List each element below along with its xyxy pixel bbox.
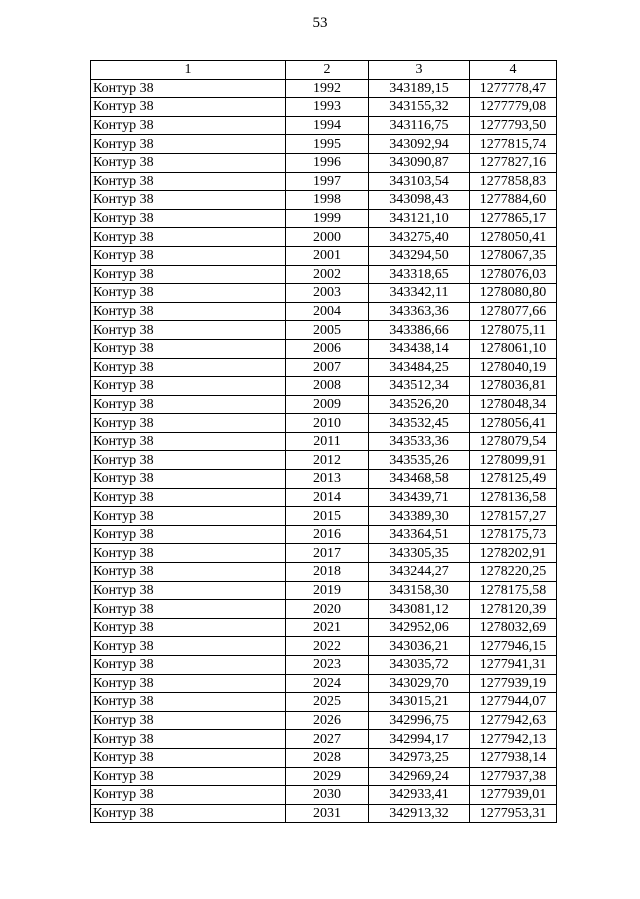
point-number-cell: 1994 [286,116,369,135]
point-number-cell: 2029 [286,767,369,786]
table-row [91,246,557,265]
contour-name-cell: Контур 38 [91,767,286,786]
x-coordinate-cell: 343090,87 [369,153,470,172]
x-coordinate-cell: 343512,34 [369,377,470,396]
contour-name-cell: Контур 38 [91,172,286,191]
table-row [91,284,557,303]
y-coordinate-cell: 1278175,58 [470,581,557,600]
table-header [91,61,557,80]
x-coordinate-cell: 343389,30 [369,507,470,526]
x-coordinate-cell: 343526,20 [369,395,470,414]
contour-name-cell: Контур 38 [91,246,286,265]
x-coordinate-cell: 343081,12 [369,600,470,619]
point-number-cell: 1996 [286,153,369,172]
x-coordinate-cell: 342952,06 [369,618,470,637]
y-coordinate-cell: 1277938,14 [470,748,557,767]
y-coordinate-cell: 1277779,08 [470,98,557,117]
y-coordinate-cell: 1278175,73 [470,525,557,544]
table-header-row [91,61,557,80]
y-coordinate-cell: 1277942,13 [470,730,557,749]
y-coordinate-cell: 1277937,38 [470,767,557,786]
x-coordinate-cell: 343103,54 [369,172,470,191]
y-coordinate-cell: 1278040,19 [470,358,557,377]
table-row [91,395,557,414]
point-number-cell: 2012 [286,451,369,470]
x-coordinate-cell: 343244,27 [369,563,470,582]
table-row [91,191,557,210]
point-number-cell: 2001 [286,246,369,265]
table-row [91,172,557,191]
contour-name-cell: Контур 38 [91,525,286,544]
table-row [91,116,557,135]
y-coordinate-cell: 1277815,74 [470,135,557,154]
point-number-cell: 2010 [286,414,369,433]
x-coordinate-cell: 343294,50 [369,246,470,265]
point-number-cell: 1999 [286,209,369,228]
y-coordinate-cell: 1277884,60 [470,191,557,210]
table-row [91,358,557,377]
x-coordinate-cell: 343532,45 [369,414,470,433]
point-number-cell: 2018 [286,563,369,582]
x-coordinate-cell: 343305,35 [369,544,470,563]
y-coordinate-cell: 1278079,54 [470,432,557,451]
x-coordinate-cell: 343363,36 [369,302,470,321]
x-coordinate-cell: 343015,21 [369,693,470,712]
table-row [91,786,557,805]
table-row [91,748,557,767]
x-coordinate-cell: 342994,17 [369,730,470,749]
table-row [91,618,557,637]
y-coordinate-cell: 1278077,66 [470,302,557,321]
contour-name-cell: Контур 38 [91,284,286,303]
point-number-cell: 1995 [286,135,369,154]
point-number-cell: 2004 [286,302,369,321]
x-coordinate-cell: 343535,26 [369,451,470,470]
x-coordinate-cell: 343158,30 [369,581,470,600]
y-coordinate-cell: 1278202,91 [470,544,557,563]
contour-name-cell: Контур 38 [91,265,286,284]
point-number-cell: 2025 [286,693,369,712]
contour-name-cell: Контур 38 [91,209,286,228]
contour-name-cell: Контур 38 [91,786,286,805]
x-coordinate-cell: 343116,75 [369,116,470,135]
contour-name-cell: Контур 38 [91,228,286,247]
table-row [91,339,557,358]
x-coordinate-cell: 343439,71 [369,488,470,507]
y-coordinate-cell: 1278050,41 [470,228,557,247]
contour-name-cell: Контур 38 [91,153,286,172]
point-number-cell: 2017 [286,544,369,563]
contour-name-cell: Контур 38 [91,674,286,693]
x-coordinate-cell: 343386,66 [369,321,470,340]
point-number-cell: 1992 [286,79,369,98]
table-row [91,507,557,526]
y-coordinate-cell: 1278076,03 [470,265,557,284]
point-number-cell: 2009 [286,395,369,414]
x-coordinate-cell: 343318,65 [369,265,470,284]
contour-name-cell: Контур 38 [91,395,286,414]
point-number-cell: 2031 [286,804,369,823]
y-coordinate-cell: 1278075,11 [470,321,557,340]
point-number-cell: 2015 [286,507,369,526]
table-row [91,563,557,582]
contour-name-cell: Контур 38 [91,581,286,600]
contour-name-cell: Контур 38 [91,98,286,117]
contour-name-cell: Контур 38 [91,321,286,340]
y-coordinate-cell: 1277939,19 [470,674,557,693]
column-header-4: 4 [470,61,557,80]
x-coordinate-cell: 342913,32 [369,804,470,823]
table-row [91,414,557,433]
column-header-1: 1 [91,61,286,80]
contour-name-cell: Контур 38 [91,656,286,675]
contour-name-cell: Контур 38 [91,563,286,582]
contour-name-cell: Контур 38 [91,748,286,767]
table-row [91,656,557,675]
contour-name-cell: Контур 38 [91,544,286,563]
y-coordinate-cell: 1277946,15 [470,637,557,656]
y-coordinate-cell: 1278056,41 [470,414,557,433]
point-number-cell: 2008 [286,377,369,396]
x-coordinate-cell: 343029,70 [369,674,470,693]
contour-name-cell: Контур 38 [91,339,286,358]
table-row [91,767,557,786]
x-coordinate-cell: 343036,21 [369,637,470,656]
x-coordinate-cell: 343468,58 [369,470,470,489]
contour-name-cell: Контур 38 [91,637,286,656]
y-coordinate-cell: 1278136,58 [470,488,557,507]
y-coordinate-cell: 1278099,91 [470,451,557,470]
y-coordinate-cell: 1277793,50 [470,116,557,135]
coordinates-table [90,60,557,823]
x-coordinate-cell: 343533,36 [369,432,470,451]
point-number-cell: 1993 [286,98,369,117]
point-number-cell: 1997 [286,172,369,191]
table-row [91,711,557,730]
table-row [91,209,557,228]
x-coordinate-cell: 343364,51 [369,525,470,544]
contour-name-cell: Контур 38 [91,135,286,154]
contour-name-cell: Контур 38 [91,451,286,470]
y-coordinate-cell: 1278157,27 [470,507,557,526]
y-coordinate-cell: 1278220,25 [470,563,557,582]
y-coordinate-cell: 1277858,83 [470,172,557,191]
point-number-cell: 2014 [286,488,369,507]
table-row [91,451,557,470]
x-coordinate-cell: 342969,24 [369,767,470,786]
contour-name-cell: Контур 38 [91,804,286,823]
x-coordinate-cell: 343342,11 [369,284,470,303]
y-coordinate-cell: 1277939,01 [470,786,557,805]
table-row [91,730,557,749]
x-coordinate-cell: 343092,94 [369,135,470,154]
point-number-cell: 2024 [286,674,369,693]
y-coordinate-cell: 1277827,16 [470,153,557,172]
contour-name-cell: Контур 38 [91,507,286,526]
y-coordinate-cell: 1277865,17 [470,209,557,228]
y-coordinate-cell: 1278036,81 [470,377,557,396]
table-row [91,470,557,489]
x-coordinate-cell: 343155,32 [369,98,470,117]
point-number-cell: 2000 [286,228,369,247]
table-row [91,674,557,693]
table-row [91,153,557,172]
y-coordinate-cell: 1277953,31 [470,804,557,823]
point-number-cell: 2003 [286,284,369,303]
point-number-cell: 2023 [286,656,369,675]
y-coordinate-cell: 1278067,35 [470,246,557,265]
column-header-2: 2 [286,61,369,80]
point-number-cell: 2019 [286,581,369,600]
table-row [91,79,557,98]
contour-name-cell: Контур 38 [91,693,286,712]
contour-name-cell: Контур 38 [91,432,286,451]
x-coordinate-cell: 343121,10 [369,209,470,228]
point-number-cell: 2028 [286,748,369,767]
contour-name-cell: Контур 38 [91,618,286,637]
y-coordinate-cell: 1277778,47 [470,79,557,98]
table-row [91,804,557,823]
x-coordinate-cell: 343098,43 [369,191,470,210]
table-row [91,265,557,284]
y-coordinate-cell: 1278061,10 [470,339,557,358]
point-number-cell: 2030 [286,786,369,805]
table-row [91,98,557,117]
page-number: 53 [312,15,328,31]
y-coordinate-cell: 1277944,07 [470,693,557,712]
table-row [91,544,557,563]
table-row [91,135,557,154]
point-number-cell: 2026 [286,711,369,730]
x-coordinate-cell: 342973,25 [369,748,470,767]
y-coordinate-cell: 1277941,31 [470,656,557,675]
y-coordinate-cell: 1278032,69 [470,618,557,637]
contour-name-cell: Контур 38 [91,79,286,98]
table-body [91,79,557,823]
point-number-cell: 2027 [286,730,369,749]
point-number-cell: 2011 [286,432,369,451]
table-row [91,637,557,656]
contour-name-cell: Контур 38 [91,414,286,433]
point-number-cell: 2016 [286,525,369,544]
contour-name-cell: Контур 38 [91,470,286,489]
point-number-cell: 2022 [286,637,369,656]
x-coordinate-cell: 343484,25 [369,358,470,377]
point-number-cell: 2005 [286,321,369,340]
table-row [91,302,557,321]
table-row [91,581,557,600]
x-coordinate-cell: 342933,41 [369,786,470,805]
table-row [91,321,557,340]
x-coordinate-cell: 343035,72 [369,656,470,675]
y-coordinate-cell: 1278048,34 [470,395,557,414]
point-number-cell: 2021 [286,618,369,637]
point-number-cell: 2007 [286,358,369,377]
point-number-cell: 2006 [286,339,369,358]
point-number-cell: 2013 [286,470,369,489]
point-number-cell: 2020 [286,600,369,619]
table-row [91,488,557,507]
table-row [91,377,557,396]
y-coordinate-cell: 1278120,39 [470,600,557,619]
column-header-3: 3 [369,61,470,80]
point-number-cell: 1998 [286,191,369,210]
table-row [91,600,557,619]
contour-name-cell: Контур 38 [91,377,286,396]
contour-name-cell: Контур 38 [91,358,286,377]
contour-name-cell: Контур 38 [91,488,286,507]
y-coordinate-cell: 1278125,49 [470,470,557,489]
contour-name-cell: Контур 38 [91,191,286,210]
contour-name-cell: Контур 38 [91,600,286,619]
point-number-cell: 2002 [286,265,369,284]
y-coordinate-cell: 1277942,63 [470,711,557,730]
x-coordinate-cell: 342996,75 [369,711,470,730]
contour-name-cell: Контур 38 [91,711,286,730]
contour-name-cell: Контур 38 [91,302,286,321]
y-coordinate-cell: 1278080,80 [470,284,557,303]
table-row [91,228,557,247]
table-row [91,432,557,451]
table-row [91,693,557,712]
contour-name-cell: Контур 38 [91,116,286,135]
x-coordinate-cell: 343189,15 [369,79,470,98]
x-coordinate-cell: 343438,14 [369,339,470,358]
table-row [91,525,557,544]
contour-name-cell: Контур 38 [91,730,286,749]
x-coordinate-cell: 343275,40 [369,228,470,247]
